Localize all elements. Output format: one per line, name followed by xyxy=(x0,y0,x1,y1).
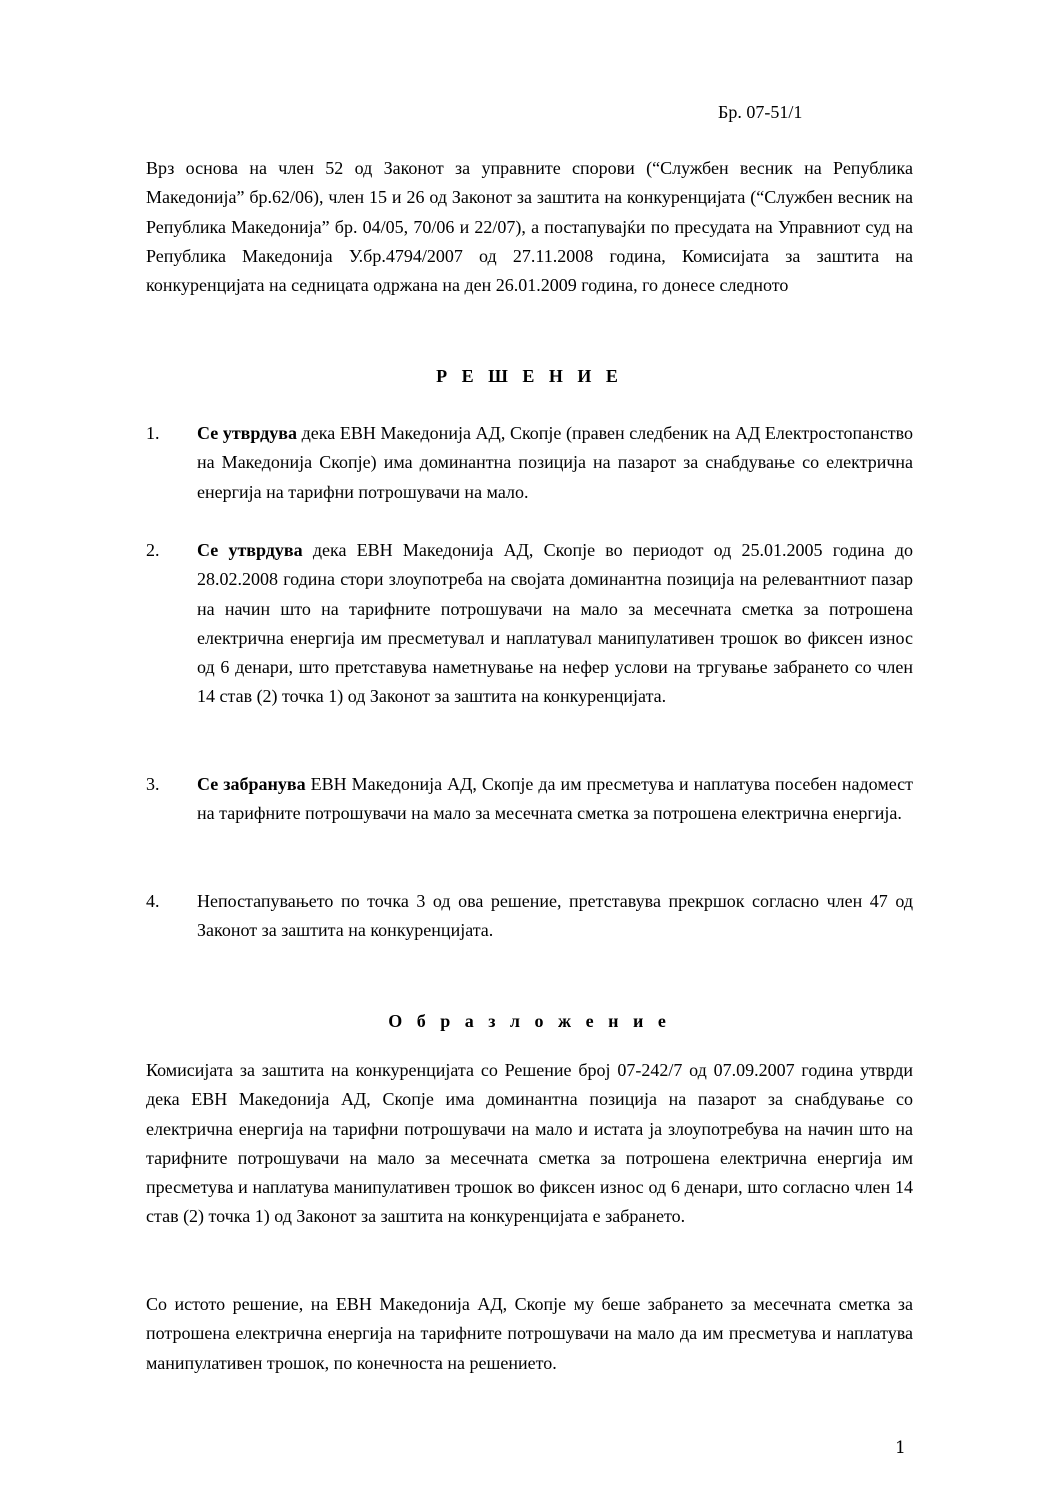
reasoning-paragraph-1: Комисијата за заштита на конкуренцијата со Решение број 07-242/7 од 07.09.2007 година утврди дека ЕВН Македонија АД, Скопје има доминантна позиција на пазарот за снабдување со електрична енергија на тарифни потрошувачи на мало и истата ја злоупотребува на начин што на тарифните потрошувачи на мало за месечната сметка за потрошена електрична енергија им пресметува и наплатува манипулативен трошок во фиксен износ од 6 денари, што согласно член 14 став (2) точка 1) од Законот за заштита на конкуренцијата е забрането. xyxy=(146,1060,913,1227)
item-text xyxy=(197,536,913,712)
item-bold-lead: Се утврдува xyxy=(197,540,303,560)
item-number: 1. xyxy=(146,423,160,443)
decision-item-3 xyxy=(146,770,913,829)
decision-item-4 xyxy=(146,887,913,946)
page-number: 1 xyxy=(895,1438,906,1458)
item-body: Непостапувањето по точка 3 од ова решение, претставува прекршок согласно член 47 од Законот за заштита на конкуренцијата. xyxy=(197,891,913,941)
intro-paragraph: Врз основа на член 52 од Законот за управните спорови (“Службен весник на Република Македонија” бр.62/06), член 15 и 26 од Законот за заштита на конкуренцијата (“Службен весник на Република Македонија” бр. 04/05, 70/06 и 22/07), а постапувајќи по пресудата на Управниот суд на Република Македонија У.бр.4794/2007 од 27.11.2008 година, Комисијата за заштита на конкуренцијата на седницата одржана на ден 26.01.2009 година, го донесе следното xyxy=(146,158,913,296)
document-number: Бр. 07-51/1 xyxy=(718,102,803,122)
decision-item-2 xyxy=(146,536,913,712)
item-bold-lead: Се утврдува xyxy=(197,423,297,443)
item-number: 3. xyxy=(146,774,160,794)
item-bold-lead: Се забранува xyxy=(197,774,306,794)
item-body: дека ЕВН Македонија АД, Скопје во периодот од 25.01.2005 година до 28.02.2008 година стори злоупотреба на својата доминантна позиција на релевантниот пазар на начин што на тарифните потрошувачи на мало за месечната сметка за потрошена електрична енергија им пресметувал и наплатувал манипулативен трошок во фиксен износ од 6 денари, што претставува наметнување на нефер услови на тргување забрането со член 14 став (2) точка 1) од Законот за заштита на конкуренцијата. xyxy=(197,540,913,707)
item-number: 2. xyxy=(146,540,160,560)
decision-heading: Р Е Ш Е Н И Е xyxy=(436,366,623,386)
decision-item-1 xyxy=(146,419,913,507)
item-text xyxy=(197,770,913,829)
item-number: 4. xyxy=(146,891,160,911)
item-text xyxy=(197,887,913,946)
item-body: дека ЕВН Македонија АД, Скопје (правен следбеник на АД Електростопанство на Македонија Скопје) има доминантна позиција на пазарот за снабдување со електрична енергија на тарифни потрошувачи на мало. xyxy=(197,423,913,502)
item-text xyxy=(197,419,913,507)
item-body: ЕВН Македонија АД, Скопје да им пресметува и наплатува посебен надомест на тарифните потрошувачи на мало за месечната сметка за потрошена електрична енергија. xyxy=(197,774,913,824)
reasoning-heading: О б р а з л о ж е н и е xyxy=(388,1011,671,1031)
reasoning-paragraph-2: Со истото решение, на ЕВН Македонија АД, Скопје му беше забрането за месечната сметка за потрошена електрична енергија на тарифните потрошувачи на мало да им пресметува и наплатува манипулативен трошок, по конечноста на решението. xyxy=(146,1294,913,1373)
